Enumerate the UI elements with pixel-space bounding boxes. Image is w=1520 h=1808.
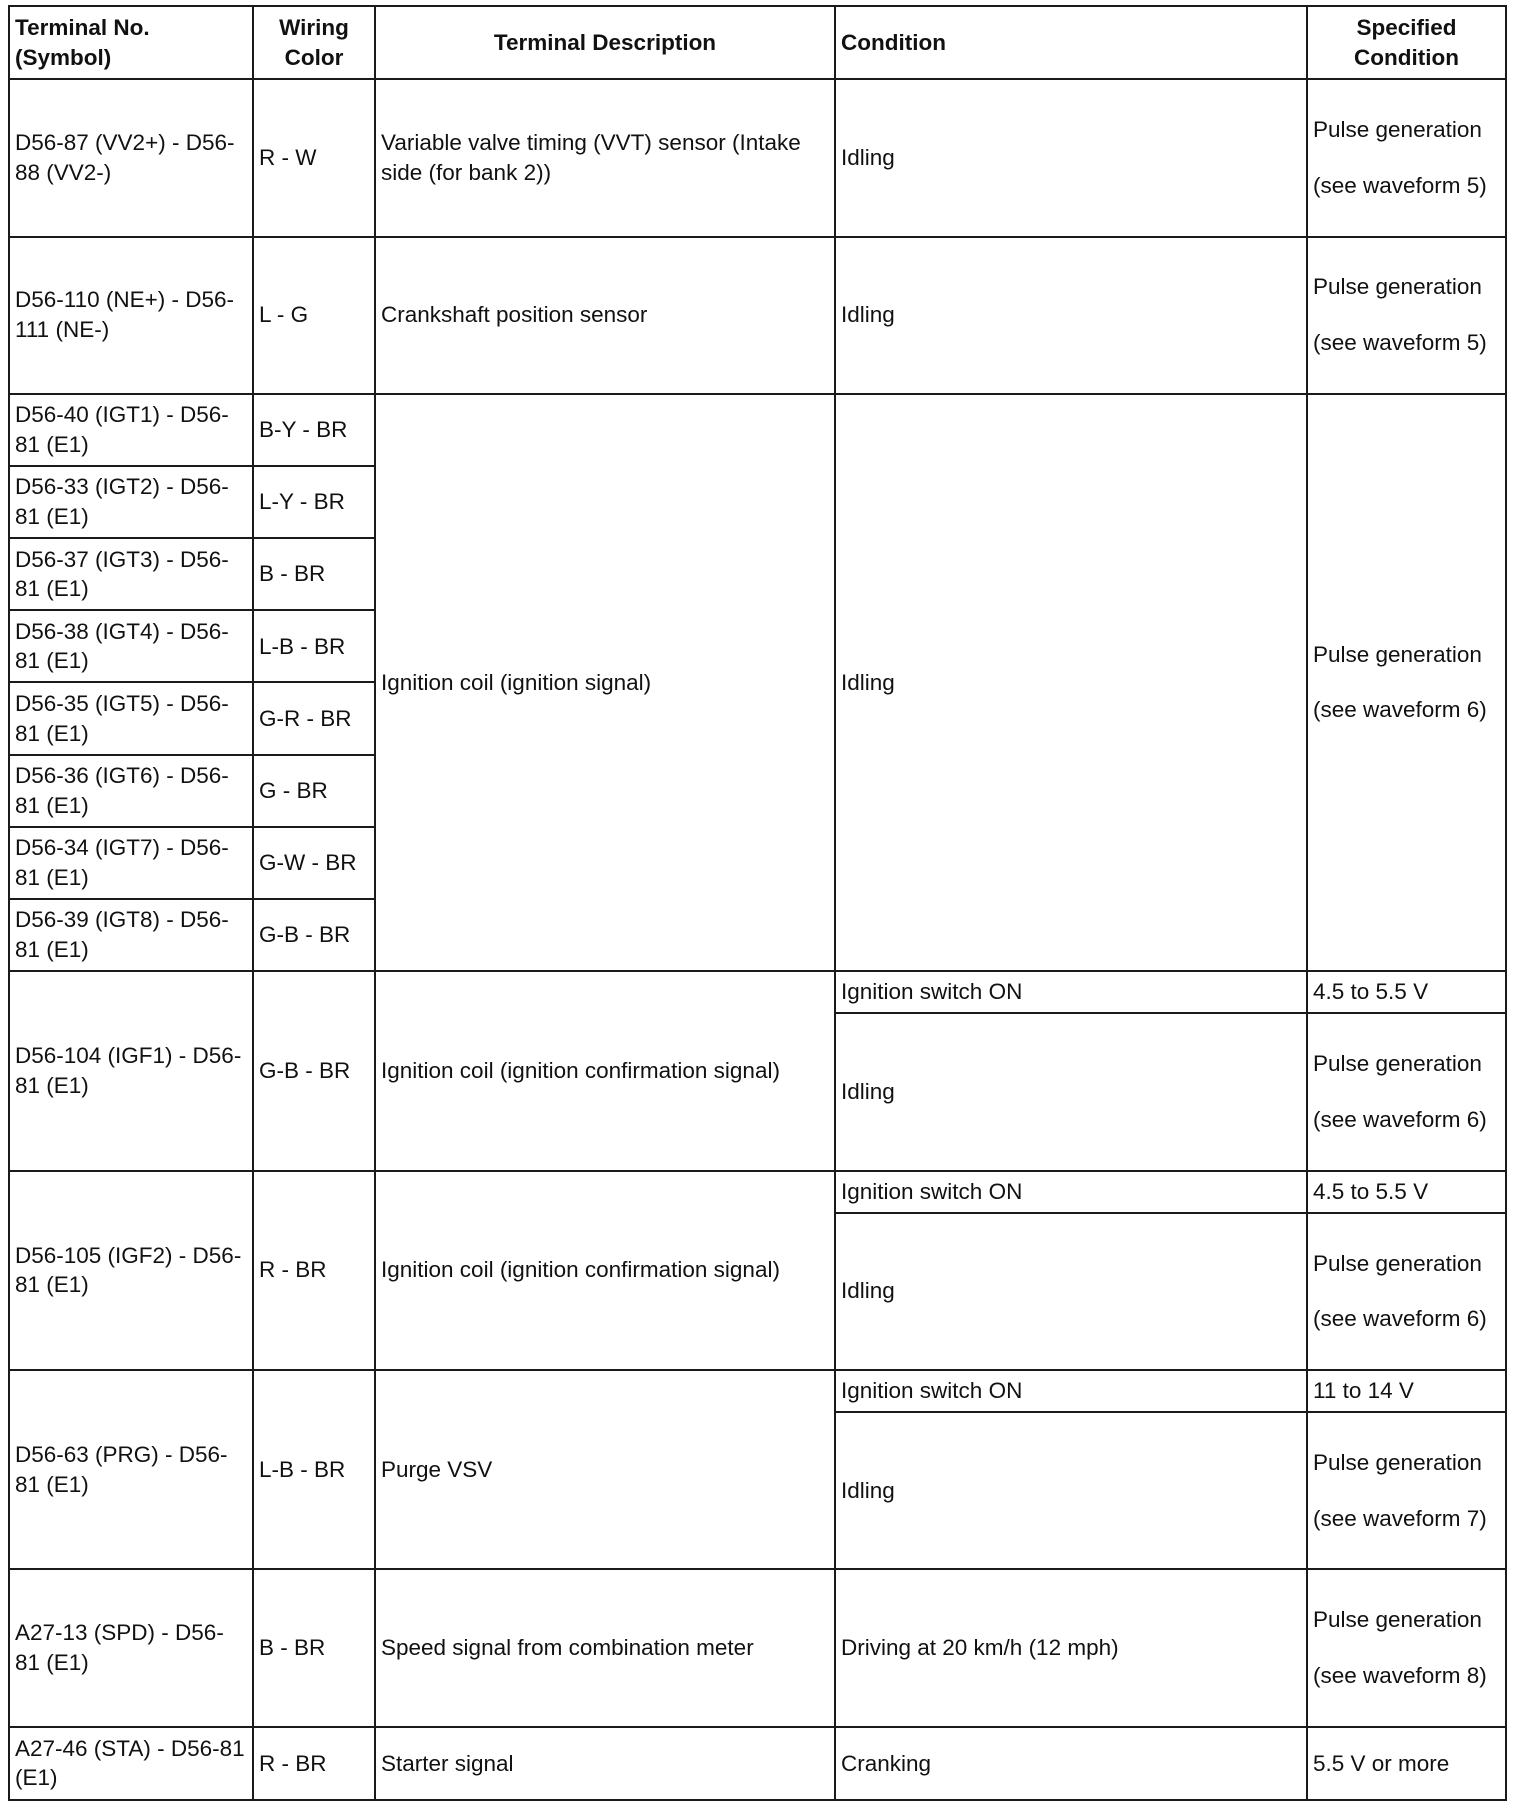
spec-waveform: (see waveform 6) [1313,1106,1487,1132]
spec-cell [1307,1569,1506,1726]
condition-cell: Idling [835,79,1307,236]
spec-waveform: (see waveform 7) [1313,1505,1487,1531]
condition-cell: Driving at 20 km/h (12 mph) [835,1569,1307,1726]
wiring-cell: R - W [253,79,375,236]
spec-cell [1307,79,1506,236]
spec-waveform: (see waveform 6) [1313,697,1487,723]
wiring-cell: G - BR [253,755,375,827]
description-cell: Ignition coil (ignition confirmation signal) [375,971,835,1170]
table-row [9,971,1506,1013]
terminal-cell: D56-37 (IGT3) - D56-81 (E1) [9,538,253,610]
spec-pulse: Pulse generation [1313,1250,1482,1276]
description-cell: Variable valve timing (VVT) sensor (Intake side (for bank 2)) [375,79,835,236]
condition-cell: Cranking [835,1727,1307,1800]
description-cell: Purge VSV [375,1370,835,1569]
condition-cell: Ignition switch ON [835,1370,1307,1412]
terminal-cell: D56-39 (IGT8) - D56-81 (E1) [9,899,253,971]
spec-cell [1307,1013,1506,1170]
wiring-cell: G-B - BR [253,899,375,971]
terminal-cell: D56-38 (IGT4) - D56-81 (E1) [9,610,253,682]
table-row [9,1727,1506,1800]
table-row [9,237,1506,394]
terminal-cell: D56-105 (IGF2) - D56-81 (E1) [9,1171,253,1370]
wiring-cell: L-B - BR [253,1370,375,1569]
spec-pulse: Pulse generation [1313,117,1482,143]
terminal-cell: D56-40 (IGT1) - D56-81 (E1) [9,394,253,466]
spec-pulse: Pulse generation [1313,641,1482,667]
spec-pulse: Pulse generation [1313,274,1482,300]
spec-cell: 5.5 V or more [1307,1727,1506,1800]
condition-cell: Idling [835,1213,1307,1370]
header-terminal-description: Terminal Description [375,6,835,79]
spec-pulse: Pulse generation [1313,1450,1482,1476]
spec-waveform: (see waveform 5) [1313,330,1487,356]
condition-cell: Idling [835,237,1307,394]
spec-cell [1307,1213,1506,1370]
terminal-cell: D56-87 (VV2+) - D56-88 (VV2-) [9,79,253,236]
wiring-cell: G-R - BR [253,682,375,754]
spec-waveform: (see waveform 6) [1313,1306,1487,1332]
terminal-cell: A27-46 (STA) - D56-81 (E1) [9,1727,253,1800]
terminal-cell: D56-36 (IGT6) - D56-81 (E1) [9,755,253,827]
wiring-cell: G-W - BR [253,827,375,899]
wiring-cell: B-Y - BR [253,394,375,466]
table-row [9,1569,1506,1726]
spec-cell [1307,237,1506,394]
condition-cell: Ignition switch ON [835,1171,1307,1213]
wiring-cell: B - BR [253,1569,375,1726]
table-row [9,1370,1506,1412]
spec-cell: 4.5 to 5.5 V [1307,1171,1506,1213]
terminal-cell: D56-35 (IGT5) - D56-81 (E1) [9,682,253,754]
condition-cell: Idling [835,394,1307,971]
spec-cell [1307,1412,1506,1569]
condition-cell: Idling [835,1013,1307,1170]
terminal-cell: D56-63 (PRG) - D56-81 (E1) [9,1370,253,1569]
terminal-cell: D56-110 (NE+) - D56-111 (NE-) [9,237,253,394]
description-cell: Speed signal from combination meter [375,1569,835,1726]
terminal-cell: A27-13 (SPD) - D56-81 (E1) [9,1569,253,1726]
table-header-row [9,6,1506,79]
wiring-cell: L - G [253,237,375,394]
wiring-cell: L-Y - BR [253,466,375,538]
spec-cell [1307,394,1506,971]
spec-cell: 4.5 to 5.5 V [1307,971,1506,1013]
table-row [9,1171,1506,1213]
table-row [9,394,1506,466]
description-cell: Starter signal [375,1727,835,1800]
header-wiring-color: Wiring Color [253,6,375,79]
spec-pulse: Pulse generation [1313,1051,1482,1077]
spec-pulse: Pulse generation [1313,1607,1482,1633]
condition-cell: Idling [835,1412,1307,1569]
terminal-cell: D56-33 (IGT2) - D56-81 (E1) [9,466,253,538]
wiring-cell: G-B - BR [253,971,375,1170]
wiring-cell: L-B - BR [253,610,375,682]
description-cell: Ignition coil (ignition confirmation signal) [375,1171,835,1370]
spec-cell: 11 to 14 V [1307,1370,1506,1412]
header-specified-condition: Specified Condition [1307,6,1506,79]
spec-waveform: (see waveform 5) [1313,172,1487,198]
spec-waveform: (see waveform 8) [1313,1663,1487,1689]
wiring-cell: R - BR [253,1171,375,1370]
header-condition: Condition [835,6,1307,79]
header-terminal-no: Terminal No. (Symbol) [9,6,253,79]
wiring-cell: R - BR [253,1727,375,1800]
terminal-cell: D56-104 (IGF1) - D56-81 (E1) [9,971,253,1170]
description-cell: Crankshaft position sensor [375,237,835,394]
terminal-spec-table [8,5,1507,1801]
description-cell: Ignition coil (ignition signal) [375,394,835,971]
condition-cell: Ignition switch ON [835,971,1307,1013]
wiring-cell: B - BR [253,538,375,610]
terminal-cell: D56-34 (IGT7) - D56-81 (E1) [9,827,253,899]
table-row [9,79,1506,236]
